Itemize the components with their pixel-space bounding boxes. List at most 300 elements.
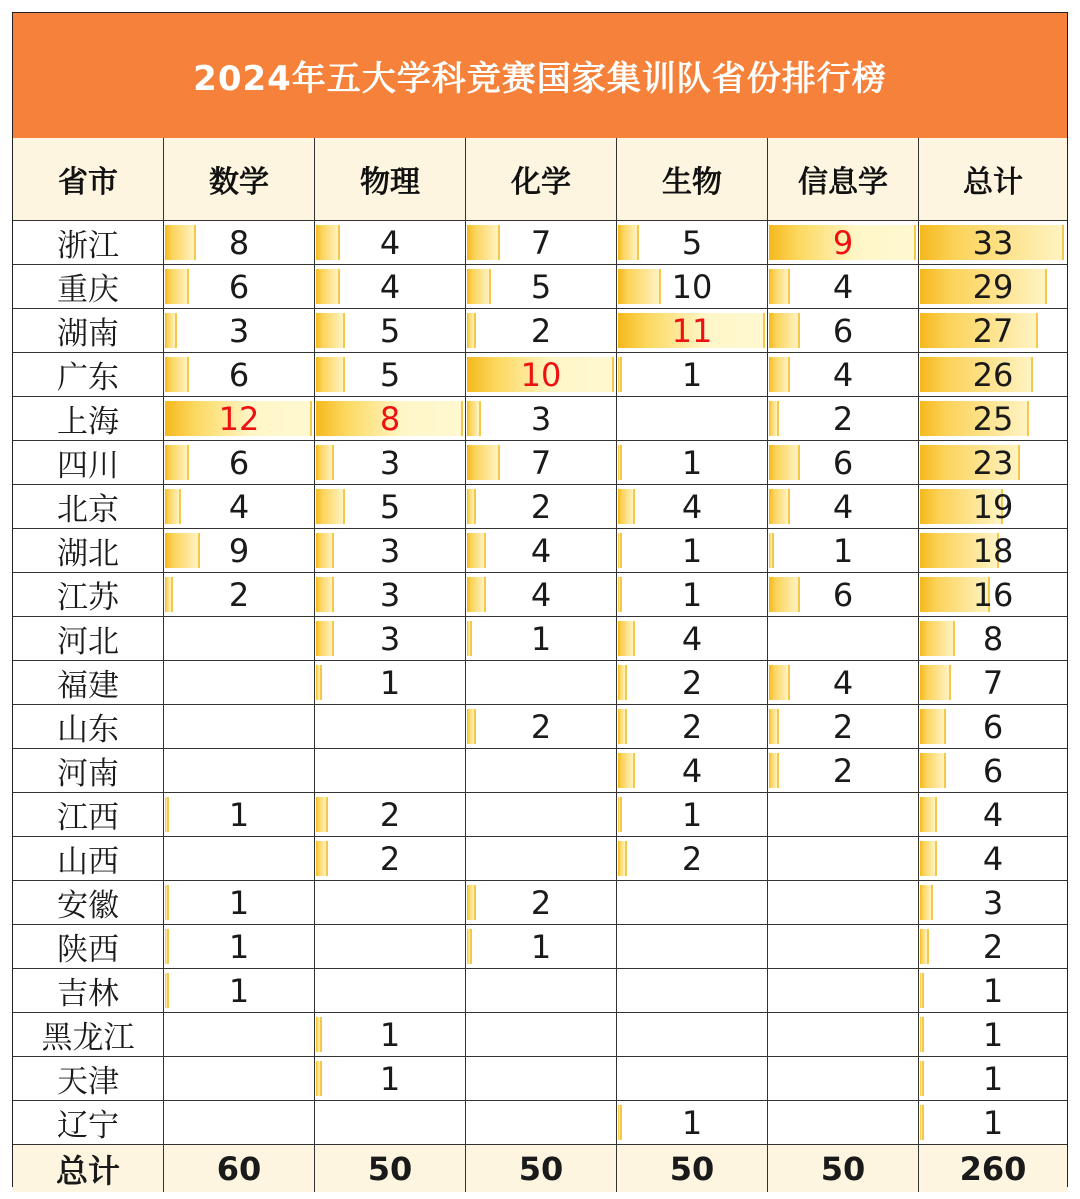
data-bar [316, 577, 334, 612]
data-bar [618, 445, 622, 480]
value-cell [315, 573, 466, 617]
province-cell: 四川 [13, 441, 164, 485]
total-cell [919, 837, 1067, 881]
value-cell [164, 309, 315, 353]
value-cell [768, 837, 919, 881]
table-row [13, 793, 1067, 837]
value-cell [315, 1013, 466, 1057]
total-cell [919, 969, 1067, 1013]
value-cell [617, 309, 768, 353]
province-cell: 广东 [13, 353, 164, 397]
data-bar [165, 797, 169, 832]
value-cell [466, 925, 617, 969]
value-label: 6 [228, 355, 250, 394]
value-cell [768, 309, 919, 353]
value-label: 8 [379, 399, 401, 438]
value-label: 2 [228, 575, 250, 614]
value-cell [466, 1013, 617, 1057]
value-label: 6 [832, 443, 854, 482]
data-bar [165, 533, 200, 568]
table-row [13, 881, 1067, 925]
province-cell: 福建 [13, 661, 164, 705]
data-bar [618, 533, 622, 568]
value-label: 12 [218, 399, 260, 438]
data-bar [618, 357, 622, 392]
table-row [13, 1101, 1067, 1145]
data-bar [769, 489, 790, 524]
data-bar [165, 577, 173, 612]
value-label: 5 [379, 311, 401, 350]
table-row [13, 485, 1067, 529]
value-cell [315, 265, 466, 309]
value-label: 33 [972, 223, 1014, 262]
table-row [13, 529, 1067, 573]
data-bar [165, 885, 169, 920]
value-cell [768, 397, 919, 441]
column-header: 物理 [315, 138, 466, 221]
province-cell: 辽宁 [13, 1101, 164, 1145]
data-bar [316, 841, 328, 876]
page-title: 2024年五大学科竞赛国家集训队省份排行榜 [193, 59, 887, 99]
province-cell: 安徽 [13, 881, 164, 925]
data-bar [316, 533, 334, 568]
data-bar [165, 973, 169, 1008]
table-row [13, 661, 1067, 705]
value-label: 1 [228, 883, 250, 922]
value-label: 2 [832, 399, 854, 438]
data-bar [769, 445, 800, 480]
data-bar [920, 797, 937, 832]
table-row [13, 441, 1067, 485]
value-cell [315, 617, 466, 661]
value-cell [768, 485, 919, 529]
total-cell [919, 573, 1067, 617]
value-cell [617, 485, 768, 529]
value-cell [164, 969, 315, 1013]
value-cell [466, 793, 617, 837]
province-cell: 湖南 [13, 309, 164, 353]
province-cell: 上海 [13, 397, 164, 441]
value-cell [768, 353, 919, 397]
value-cell [466, 573, 617, 617]
data-bar [165, 445, 189, 480]
value-cell [315, 485, 466, 529]
data-bar [618, 665, 627, 700]
ranking-table [12, 12, 1068, 1190]
value-cell [315, 749, 466, 793]
data-bar [920, 1105, 924, 1140]
data-bar [467, 533, 486, 568]
value-cell [164, 617, 315, 661]
value-label: 3 [530, 399, 552, 438]
value-label: 5 [530, 267, 552, 306]
value-label: 6 [832, 575, 854, 614]
value-cell [768, 881, 919, 925]
value-cell [315, 793, 466, 837]
value-label: 5 [379, 355, 401, 394]
column-header: 生物 [617, 138, 768, 221]
value-cell [466, 529, 617, 573]
value-label: 1 [681, 795, 703, 834]
value-cell [164, 353, 315, 397]
column-total: 50 [466, 1145, 617, 1192]
value-cell [617, 441, 768, 485]
value-cell [617, 793, 768, 837]
data-bar [920, 1017, 924, 1052]
value-cell [164, 397, 315, 441]
total-cell [919, 793, 1067, 837]
data-bar [165, 357, 189, 392]
table-row [13, 309, 1067, 353]
value-cell [617, 529, 768, 573]
value-cell [315, 397, 466, 441]
data-bar [920, 753, 946, 788]
value-label: 4 [681, 487, 703, 526]
value-cell [164, 573, 315, 617]
data-bar [920, 621, 955, 656]
data-bar [618, 621, 635, 656]
value-label: 3 [982, 883, 1004, 922]
value-cell [617, 617, 768, 661]
value-label: 1 [832, 531, 854, 570]
value-cell [164, 881, 315, 925]
value-cell [164, 441, 315, 485]
value-cell [466, 749, 617, 793]
value-label: 2 [530, 487, 552, 526]
data-bar [165, 225, 196, 260]
value-label: 2 [681, 663, 703, 702]
table-row [13, 265, 1067, 309]
value-label: 23 [972, 443, 1014, 482]
value-cell [617, 837, 768, 881]
value-cell [768, 265, 919, 309]
data-bar [316, 797, 328, 832]
data-bar [769, 269, 790, 304]
value-label: 2 [681, 707, 703, 746]
value-cell [315, 309, 466, 353]
value-cell [768, 749, 919, 793]
province-cell: 陕西 [13, 925, 164, 969]
data-bar [920, 665, 951, 700]
value-label: 1 [982, 1015, 1004, 1054]
value-label: 5 [379, 487, 401, 526]
value-cell [164, 1013, 315, 1057]
column-header: 化学 [466, 138, 617, 221]
data-bar [316, 1017, 322, 1052]
value-cell [315, 529, 466, 573]
value-cell [466, 221, 617, 265]
value-cell [466, 353, 617, 397]
data-bar [920, 885, 933, 920]
data-bar [467, 401, 481, 436]
table-row [13, 749, 1067, 793]
value-cell [315, 353, 466, 397]
value-cell [768, 1057, 919, 1101]
data-bar [769, 401, 779, 436]
value-cell [617, 573, 768, 617]
value-label: 6 [982, 751, 1004, 790]
value-label: 25 [972, 399, 1014, 438]
total-cell [919, 705, 1067, 749]
total-cell [919, 265, 1067, 309]
column-total: 50 [617, 1145, 768, 1192]
value-label: 7 [982, 663, 1004, 702]
value-cell [768, 617, 919, 661]
value-cell [315, 925, 466, 969]
data-bar [769, 577, 800, 612]
data-bar [467, 313, 476, 348]
value-cell [164, 1057, 315, 1101]
value-label: 27 [972, 311, 1014, 350]
data-bar [618, 709, 627, 744]
value-label: 4 [681, 751, 703, 790]
value-cell [466, 265, 617, 309]
total-cell [919, 1013, 1067, 1057]
province-cell: 浙江 [13, 221, 164, 265]
data-bar [769, 665, 790, 700]
value-label: 9 [228, 531, 250, 570]
value-label: 3 [379, 619, 401, 658]
province-cell: 山东 [13, 705, 164, 749]
value-label: 4 [832, 355, 854, 394]
value-label: 4 [530, 575, 552, 614]
value-cell [617, 1057, 768, 1101]
data-bar [618, 269, 661, 304]
data-bar [467, 577, 486, 612]
data-bar [920, 841, 937, 876]
province-cell: 江苏 [13, 573, 164, 617]
data-bar [316, 357, 345, 392]
value-label: 1 [228, 795, 250, 834]
value-label: 6 [228, 267, 250, 306]
value-cell [768, 573, 919, 617]
total-cell [919, 441, 1067, 485]
value-label: 7 [530, 223, 552, 262]
value-cell [315, 1101, 466, 1145]
table-row [13, 1057, 1067, 1101]
value-cell [164, 705, 315, 749]
value-cell [617, 661, 768, 705]
value-cell [768, 661, 919, 705]
data-bar [316, 621, 334, 656]
value-cell [466, 661, 617, 705]
value-label: 11 [671, 311, 713, 350]
province-cell: 重庆 [13, 265, 164, 309]
value-label: 1 [681, 575, 703, 614]
value-label: 1 [379, 1015, 401, 1054]
value-label: 1 [982, 971, 1004, 1010]
value-cell [768, 441, 919, 485]
value-label: 2 [832, 707, 854, 746]
value-cell [768, 705, 919, 749]
data-bar [769, 357, 790, 392]
value-cell [768, 221, 919, 265]
value-cell [164, 485, 315, 529]
total-cell [919, 749, 1067, 793]
data-bar [920, 973, 924, 1008]
total-cell [919, 309, 1067, 353]
province-cell: 黑龙江 [13, 1013, 164, 1057]
value-label: 2 [379, 795, 401, 834]
column-total: 60 [164, 1145, 315, 1192]
value-cell [617, 353, 768, 397]
value-cell [617, 397, 768, 441]
value-cell [164, 221, 315, 265]
value-cell [768, 1101, 919, 1145]
table-row [13, 221, 1067, 265]
value-cell [164, 793, 315, 837]
data-bar [618, 753, 635, 788]
data-bar [467, 885, 476, 920]
value-cell [617, 265, 768, 309]
province-cell: 湖北 [13, 529, 164, 573]
data-bar [467, 709, 476, 744]
column-header: 总计 [919, 138, 1067, 221]
value-label: 4 [681, 619, 703, 658]
table-row [13, 969, 1067, 1013]
value-cell [466, 881, 617, 925]
total-cell [919, 1101, 1067, 1145]
total-cell [919, 925, 1067, 969]
value-label: 4 [832, 267, 854, 306]
value-label: 3 [379, 531, 401, 570]
province-cell: 天津 [13, 1057, 164, 1101]
totals-label: 总计 [13, 1145, 164, 1192]
data-bar [769, 753, 779, 788]
value-cell [466, 837, 617, 881]
total-cell [919, 221, 1067, 265]
value-label: 4 [832, 663, 854, 702]
province-cell: 山西 [13, 837, 164, 881]
province-cell: 北京 [13, 485, 164, 529]
value-label: 10 [520, 355, 562, 394]
data-bar [618, 225, 639, 260]
value-label: 6 [982, 707, 1004, 746]
value-cell [466, 617, 617, 661]
value-cell [164, 661, 315, 705]
total-cell [919, 881, 1067, 925]
table-row [13, 353, 1067, 397]
value-label: 6 [228, 443, 250, 482]
value-label: 26 [972, 355, 1014, 394]
data-bar [316, 313, 345, 348]
total-cell [919, 1057, 1067, 1101]
value-cell [617, 969, 768, 1013]
value-label: 3 [379, 575, 401, 614]
column-total: 50 [315, 1145, 466, 1192]
value-label: 1 [228, 927, 250, 966]
data-bar [769, 533, 774, 568]
title-bar [13, 13, 1067, 138]
value-label: 7 [530, 443, 552, 482]
value-cell [164, 1101, 315, 1145]
value-cell [315, 837, 466, 881]
data-bar [316, 665, 322, 700]
data-bar [618, 797, 622, 832]
data-bar [165, 929, 169, 964]
value-cell [617, 705, 768, 749]
value-cell [768, 969, 919, 1013]
value-cell [768, 1013, 919, 1057]
value-cell [617, 749, 768, 793]
data-bar [920, 1061, 924, 1096]
value-label: 8 [982, 619, 1004, 658]
value-cell [466, 1101, 617, 1145]
data-bar [769, 313, 800, 348]
value-label: 2 [530, 311, 552, 350]
value-label: 3 [228, 311, 250, 350]
value-label: 4 [982, 839, 1004, 878]
total-cell [919, 529, 1067, 573]
total-cell [919, 485, 1067, 529]
value-label: 1 [982, 1059, 1004, 1098]
table-row [13, 837, 1067, 881]
value-label: 8 [228, 223, 250, 262]
value-label: 18 [972, 531, 1014, 570]
value-label: 3 [379, 443, 401, 482]
value-label: 4 [982, 795, 1004, 834]
data-bar [467, 929, 472, 964]
value-cell [466, 441, 617, 485]
value-label: 2 [832, 751, 854, 790]
table-row [13, 573, 1067, 617]
value-label: 5 [681, 223, 703, 262]
value-label: 19 [972, 487, 1014, 526]
value-label: 1 [681, 355, 703, 394]
value-label: 1 [681, 531, 703, 570]
data-bar [618, 577, 622, 612]
column-total: 50 [768, 1145, 919, 1192]
value-label: 1 [228, 971, 250, 1010]
value-label: 1 [379, 1059, 401, 1098]
totals-row [13, 1145, 1067, 1192]
value-cell [617, 221, 768, 265]
value-cell [466, 969, 617, 1013]
value-label: 9 [832, 223, 854, 262]
value-cell [466, 1057, 617, 1101]
total-cell [919, 353, 1067, 397]
data-bar [316, 225, 340, 260]
value-cell [315, 441, 466, 485]
column-header: 信息学 [768, 138, 919, 221]
data-bar [618, 489, 635, 524]
value-label: 1 [530, 927, 552, 966]
table-row [13, 617, 1067, 661]
value-label: 2 [681, 839, 703, 878]
data-bar [618, 1105, 622, 1140]
header-row [13, 138, 1067, 221]
value-label: 2 [379, 839, 401, 878]
column-header: 省市 [13, 138, 164, 221]
value-label: 1 [379, 663, 401, 702]
value-cell [768, 793, 919, 837]
value-label: 10 [671, 267, 713, 306]
value-cell [466, 485, 617, 529]
value-label: 2 [530, 707, 552, 746]
value-label: 1 [982, 1103, 1004, 1142]
value-label: 2 [530, 883, 552, 922]
value-label: 4 [228, 487, 250, 526]
value-cell [315, 661, 466, 705]
value-label: 4 [379, 223, 401, 262]
value-label: 1 [681, 443, 703, 482]
value-cell [466, 397, 617, 441]
value-cell [617, 1101, 768, 1145]
value-cell [768, 925, 919, 969]
table-row [13, 1013, 1067, 1057]
data-bar [316, 269, 340, 304]
data-bar [618, 841, 627, 876]
